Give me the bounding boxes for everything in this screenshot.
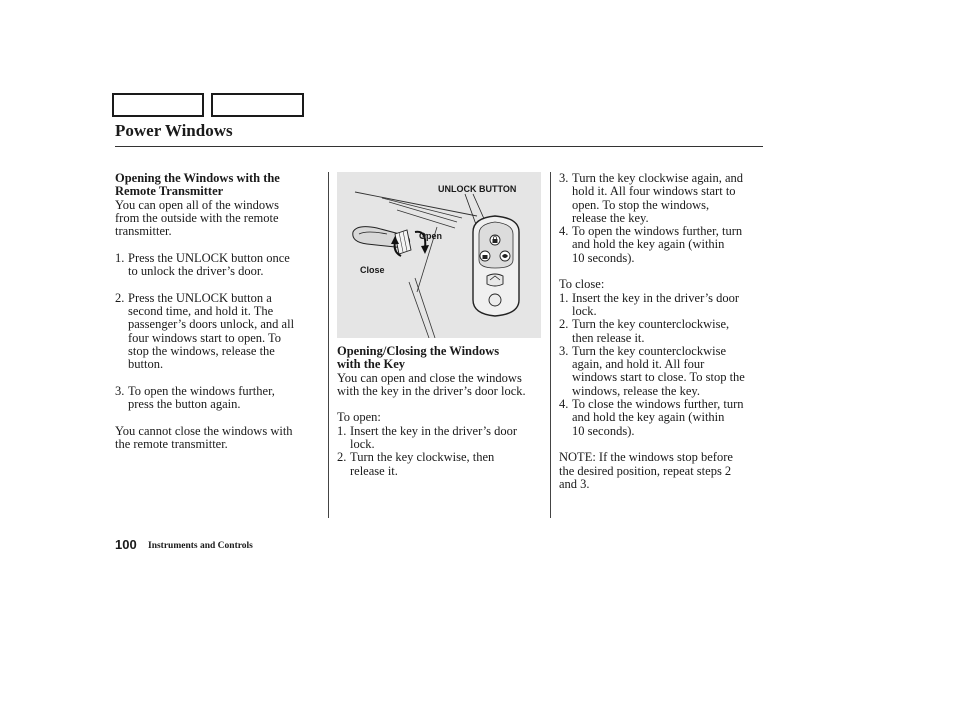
to-close-label: To close:	[559, 277, 605, 292]
step-item: 3. Turn the key clockwise again, and hold it. All four windows start to open. To stop the windows, release the key.	[559, 171, 744, 225]
step-item: 1. Insert the key in the driver’s door lock.	[559, 290, 740, 318]
step-item: 1. Press the UNLOCK button once to unlock the driver’s door.	[115, 250, 290, 279]
key-fob-illustration	[337, 172, 541, 338]
column-key-steps-continued	[559, 172, 764, 491]
column-key-operation	[337, 345, 547, 478]
intro-paragraph: You can open all of the windows from the outside with the remote transmitter.	[115, 197, 279, 239]
section-name: Instruments and Controls	[148, 541, 253, 551]
step-item: 4. To open the windows further, turn and hold the key again (within 10 seconds).	[559, 224, 743, 265]
page-number: 100	[115, 537, 137, 552]
step-item: 3. To open the windows further, press the button again.	[115, 383, 275, 412]
column-divider-2	[550, 172, 551, 518]
column-remote-transmitter	[115, 172, 320, 451]
title-rule	[115, 146, 763, 147]
step-item: 3. Turn the key counterclockwise again, and hold it. All four windows start to close. To stop the windows, release the key.	[559, 343, 745, 398]
door-and-key-drawing	[337, 172, 541, 338]
note-paragraph: You cannot close the windows with the remote transmitter.	[115, 423, 293, 451]
header-tab-box-1	[112, 93, 204, 117]
column-divider-1	[328, 172, 329, 518]
step-item: 2. Turn the key clockwise, then release it.	[337, 450, 495, 478]
step-item: 2. Press the UNLOCK button a second time, and hold it. The passenger’s doors unlock, and all four windows start to open. To stop the windows, release the button.	[115, 290, 295, 372]
page-title: Power Windows	[115, 121, 233, 140]
open-label: Open	[419, 231, 443, 241]
section-heading: Opening/Closing the Windows with the Key	[337, 344, 500, 372]
header-tab-box-2	[211, 93, 304, 117]
step-item: 1. Insert the key in the driver’s door lock.	[337, 423, 518, 452]
close-label: Close	[360, 265, 385, 275]
note-paragraph: NOTE: If the windows stop before the desired position, repeat steps 2 and 3.	[559, 450, 733, 491]
step-item: 4. To close the windows further, turn and hold the key again (within 10 seconds).	[559, 397, 744, 438]
step-item: 2. Turn the key counterclockwise, then release it.	[559, 317, 730, 345]
unlock-button-label: UNLOCK BUTTON	[438, 184, 517, 194]
to-open-label: To open:	[337, 410, 381, 425]
section-heading: Opening the Windows with the Remote Transmitter	[115, 171, 280, 199]
intro-paragraph: You can open and close the windows with the key in the driver’s door lock.	[337, 370, 526, 398]
